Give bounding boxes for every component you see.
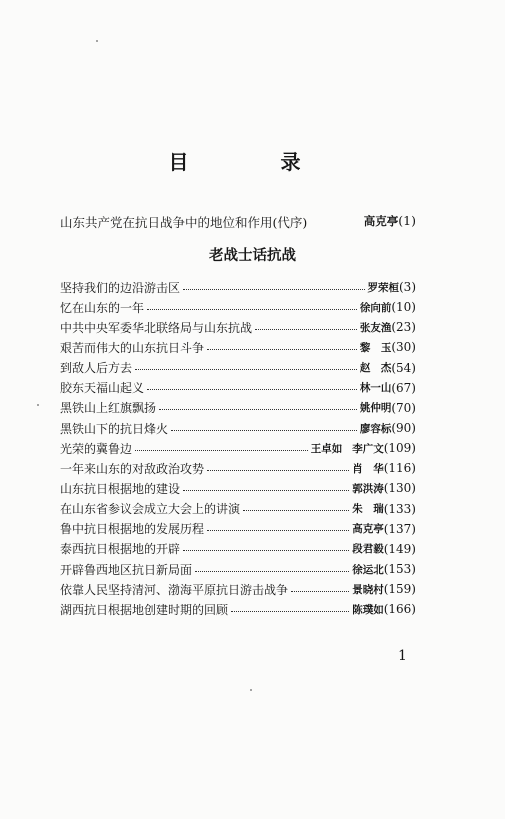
entry-page: (149) <box>383 541 416 556</box>
entry-title: 湖西抗日根据地创建时期的回顾 <box>60 602 229 617</box>
preface-title: 山东共产党在抗日战争中的地位和作用(代序) <box>60 215 308 230</box>
page-number: 1 <box>398 648 407 664</box>
entry-author: 姚仲明 <box>359 402 392 415</box>
toc-list <box>60 277 416 619</box>
scan-speck <box>250 689 252 691</box>
toc-entry[interactable] <box>60 579 416 599</box>
toc-entry[interactable] <box>60 559 416 579</box>
entry-page: (90) <box>391 421 416 436</box>
entry-page: (130) <box>383 481 416 496</box>
dot-leader <box>291 591 349 592</box>
toc-entry[interactable] <box>60 297 416 317</box>
entry-title: 依靠人民坚持清河、渤海平原抗日游击战争 <box>60 582 289 597</box>
toc-entry[interactable] <box>60 478 416 498</box>
entry-title: 光荣的冀鲁边 <box>60 441 133 456</box>
dot-leader <box>171 430 357 431</box>
dot-leader <box>147 309 357 310</box>
entry-author: 段君毅 <box>352 543 384 556</box>
entry-page: (70) <box>391 400 416 415</box>
entry-author: 李广文 <box>352 442 384 455</box>
dot-leader <box>183 289 364 290</box>
toc-entry[interactable] <box>60 499 416 519</box>
entry-author: 张友渔 <box>359 321 392 334</box>
entry-author: 陈璞如 <box>352 603 384 616</box>
entry-author: 郭洪涛 <box>352 482 384 495</box>
entry-title: 坚持我们的边沿游击区 <box>60 280 181 295</box>
entry-title: 到敌人后方去 <box>60 361 133 376</box>
toc-entry[interactable] <box>60 519 416 539</box>
entry-title: 中共中央军委华北联络局与山东抗战 <box>60 320 253 335</box>
dot-leader <box>135 450 308 451</box>
entry-author: 朱 瑞 <box>352 503 384 516</box>
toc-entry[interactable] <box>60 317 416 337</box>
entry-author: 肖 华 <box>352 462 384 475</box>
preface-page: (1) <box>398 213 416 228</box>
entry-author: 徐运北 <box>352 563 384 576</box>
dot-leader <box>135 369 357 370</box>
page-title: 目 录 <box>168 150 337 174</box>
entry-page: (3) <box>399 280 416 295</box>
entry-author: 景晓村 <box>352 583 384 596</box>
toc-entry[interactable] <box>60 358 416 378</box>
entry-page: (116) <box>383 461 416 476</box>
entry-page: (23) <box>391 320 416 335</box>
entry-page: (137) <box>383 521 416 536</box>
dot-leader <box>159 409 357 410</box>
entry-page: (159) <box>383 582 416 597</box>
toc-entry[interactable] <box>60 418 416 438</box>
toc-entry[interactable] <box>60 398 416 418</box>
entry-author: 罗荣桓 <box>367 281 399 294</box>
entry-title: 黑铁山上红旗飘扬 <box>60 401 157 416</box>
scan-speck <box>37 404 39 406</box>
scan-speck <box>96 40 98 42</box>
toc-entry[interactable] <box>60 539 416 559</box>
entry-title: 鲁中抗日根据地的发展历程 <box>60 522 205 537</box>
entry-author: 徐向前 <box>359 301 392 314</box>
dot-leader <box>183 550 349 551</box>
dot-leader <box>147 389 357 390</box>
entry-page: (109) <box>383 441 416 456</box>
entry-page: (10) <box>391 300 416 315</box>
entry-author: 高克亭 <box>352 523 384 536</box>
section-heading: 老战士话抗战 <box>209 248 296 264</box>
entry-coauthor: 王卓如 <box>310 442 343 455</box>
entry-page: (153) <box>383 562 416 577</box>
toc-entry[interactable] <box>60 337 416 357</box>
entry-title: 忆在山东的一年 <box>60 300 145 315</box>
dot-leader <box>207 470 349 471</box>
preface-entry[interactable] <box>60 213 416 231</box>
entry-title: 一年来山东的对敌政治攻势 <box>60 461 205 476</box>
entry-title: 艰苦而伟大的山东抗日斗争 <box>60 340 205 355</box>
toc-entry[interactable] <box>60 378 416 398</box>
entry-author: 黎 玉 <box>359 341 392 354</box>
entry-author: 林一山 <box>359 382 392 395</box>
dot-leader <box>231 611 349 612</box>
entry-page: (67) <box>391 380 416 395</box>
entry-title: 山东抗日根据地的建设 <box>60 481 181 496</box>
entry-title: 在山东省参议会成立大会上的讲演 <box>60 502 241 517</box>
entry-author: 廖容标 <box>359 422 392 435</box>
entry-page: (166) <box>383 602 416 617</box>
entry-page: (30) <box>391 340 416 355</box>
dot-leader <box>207 530 349 531</box>
dot-leader <box>183 490 349 491</box>
toc-entry[interactable] <box>60 277 416 297</box>
entry-page: (133) <box>383 501 416 516</box>
dot-leader <box>195 571 349 572</box>
preface-author: 高克亭 <box>363 214 399 228</box>
entry-title: 胶东天福山起义 <box>60 381 145 396</box>
entry-title: 泰西抗日根据地的开辟 <box>60 542 181 557</box>
dot-leader <box>243 510 349 511</box>
entry-title: 黑铁山下的抗日烽火 <box>60 421 169 436</box>
toc-entry[interactable] <box>60 458 416 478</box>
toc-entry[interactable] <box>60 599 416 619</box>
entry-title: 开辟鲁西地区抗日新局面 <box>60 562 193 577</box>
dot-leader <box>255 329 357 330</box>
toc-entry[interactable] <box>60 438 416 458</box>
entry-page: (54) <box>391 360 416 375</box>
entry-author: 赵 杰 <box>359 362 392 375</box>
dot-leader <box>207 349 357 350</box>
